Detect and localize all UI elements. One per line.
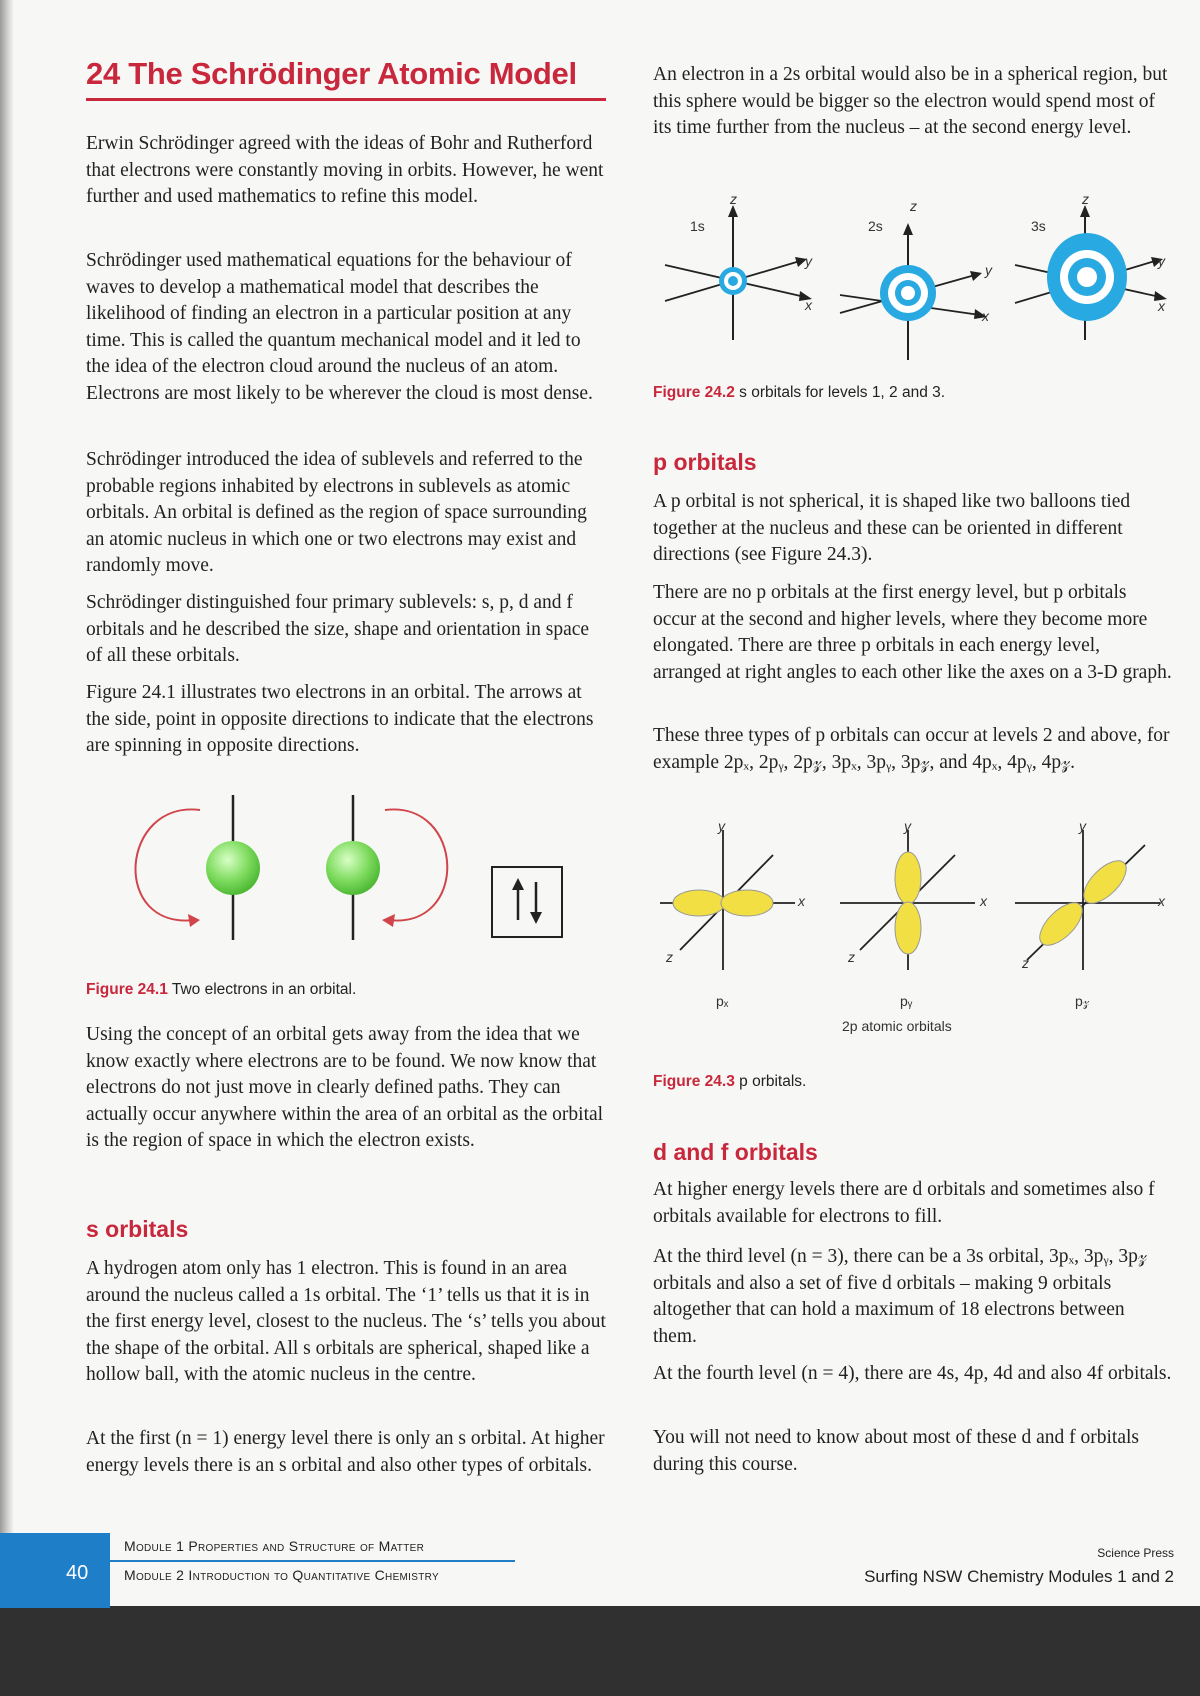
2s-z-axis-label: z bbox=[910, 198, 917, 214]
figure-24-3-caption bbox=[653, 1073, 806, 1091]
3s-y-axis-label: y bbox=[1158, 253, 1165, 269]
2s-x-axis-label: x bbox=[982, 308, 989, 324]
p-orbital-types-paragraph: These three types of p orbitals can occur at levels 2 and above, for example 2pₓ, 2pᵧ, 2p𝓏, 3pₓ, 3pᵧ, 3p𝓏, and 4pₓ, 4pᵧ, 4p𝓏. bbox=[653, 725, 1170, 773]
figure-24-2-text: s orbitals for levels 1, 2 and 3. bbox=[739, 384, 946, 401]
px-y-axis-label: y bbox=[718, 818, 725, 834]
spin-arrow-right bbox=[385, 809, 447, 920]
figure-intro-paragraph: Figure 24.1 illustrates two electrons in an orbital. The arrows at the side, point in opposite directions to indicate that the electrons are spinning in opposite directions. bbox=[86, 682, 594, 756]
2p-orbitals-caption: 2p atomic orbitals bbox=[842, 1018, 952, 1034]
px-z-axis-label: z bbox=[666, 949, 673, 965]
1s-x-axis-label: x bbox=[805, 297, 812, 313]
p-orbital-shape-paragraph: A p orbital is not spherical, it is shaped like two balloons tied together at the nucleus and these can be oriented in different directions (see Figure 24.3). bbox=[653, 491, 1131, 565]
p-orbitals-figure bbox=[655, 820, 1175, 990]
figure-24-2-caption bbox=[653, 384, 945, 402]
down-arrow-icon bbox=[530, 912, 542, 924]
1s-y-axis-label: y bbox=[805, 253, 812, 269]
2s-orbital-paragraph: An electron in a 2s orbital would also be in a spherical region, but this sphere would be bigger so the electron would spend most of its time further from the nucleus – at the second energy level. bbox=[653, 64, 1168, 138]
d-f-orbitals-heading: d and f orbitals bbox=[653, 1139, 818, 1165]
page-number: 40 bbox=[66, 1562, 89, 1584]
figure-24-3-number: Figure 24.3 bbox=[653, 1073, 735, 1090]
page-spine-shadow bbox=[0, 0, 14, 1696]
figure-24-2-number: Figure 24.2 bbox=[653, 384, 735, 401]
electron-spin-figure bbox=[120, 790, 570, 960]
pz-z-axis-label: z bbox=[1022, 955, 1029, 971]
publisher-name: Science Press bbox=[1097, 1546, 1174, 1560]
2s-label: 2s bbox=[868, 218, 883, 234]
pz-orbital-diagram bbox=[1015, 830, 1160, 970]
pz-y-axis-label: y bbox=[1079, 818, 1086, 834]
orbital-box bbox=[492, 867, 562, 937]
up-arrow-icon bbox=[512, 878, 524, 890]
title-underline bbox=[86, 98, 606, 101]
page-title: 24 The Schrödinger Atomic Model bbox=[86, 56, 577, 91]
1s-label: 1s bbox=[690, 218, 705, 234]
electron-1 bbox=[206, 841, 260, 895]
higher-energy-paragraph: At higher energy levels there are d orbitals and sometimes also f orbitals available for electrons to fill. bbox=[653, 1179, 1155, 1227]
py-label: pᵧ bbox=[900, 993, 913, 1009]
s-orbitals-heading: s orbitals bbox=[86, 1216, 189, 1242]
3s-z-axis-label: z bbox=[1082, 191, 1089, 207]
page-number-box bbox=[0, 1533, 110, 1608]
1s-orbital-diagram bbox=[665, 205, 812, 340]
px-x-axis-label: x bbox=[798, 893, 805, 909]
py-x-axis-label: x bbox=[980, 893, 987, 909]
sublevels-paragraph: Schrödinger distinguished four primary sublevels: s, p, d and f orbitals and he described the size, shape and orientation in space of all these orbitals. bbox=[86, 592, 590, 666]
2s-orbital-diagram bbox=[840, 223, 987, 360]
fourth-level-paragraph: At the fourth level (n = 4), there are 4s, 4p, 4d and also 4f orbitals. bbox=[653, 1363, 1172, 1384]
module-1-title: Module 1 Properties and Structure of Matter bbox=[124, 1538, 425, 1554]
first-level-paragraph: At the first (n = 1) energy level there is only an s orbital. At higher energy levels there is an s orbital and also other types of orbitals. bbox=[86, 1428, 605, 1476]
pz-label: p𝓏 bbox=[1075, 993, 1090, 1009]
orbital-definition-paragraph: Schrödinger introduced the idea of sublevels and referred to the probable regions inhabited by electrons in sublevels as atomic orbitals. An orbital is defined as the region of space surrounding an atomic nucleus in which one or two electrons may exist and randomly move. bbox=[86, 449, 587, 576]
py-y-axis-label: y bbox=[904, 818, 911, 834]
electron-2 bbox=[326, 841, 380, 895]
1s-z-axis-label: z bbox=[730, 191, 737, 207]
intro-paragraph: Erwin Schrödinger agreed with the ideas of Bohr and Rutherford that electrons were constantly moving in orbits. However, he went further and used mathematics to refine this model. bbox=[86, 133, 604, 207]
book-title: Surfing NSW Chemistry Modules 1 and 2 bbox=[864, 1567, 1174, 1586]
px-label: pₓ bbox=[716, 993, 729, 1009]
hydrogen-paragraph: A hydrogen atom only has 1 electron. This is found in an area around the nucleus called a 1s orbital. The ‘1’ tells us that it is in the first energy level, closest to the nucleus. The ‘s’ tells you about the shape of the orbital. All s orbitals are spherical, shaped like a hollow ball, with the atomic nucleus in the centre. bbox=[86, 1258, 606, 1385]
figure-24-3-text: p orbitals. bbox=[739, 1073, 807, 1090]
3s-x-axis-label: x bbox=[1158, 298, 1165, 314]
spin-arrow-left bbox=[135, 809, 200, 920]
module-2-title: Module 2 Introduction to Quantitative Chemistry bbox=[124, 1567, 439, 1583]
scan-bottom-band bbox=[0, 1606, 1200, 1696]
p-orbitals-heading: p orbitals bbox=[653, 449, 757, 475]
px-orbital-diagram bbox=[660, 830, 795, 970]
figure-24-1-number: Figure 24.1 bbox=[86, 981, 168, 998]
footer-rule bbox=[110, 1560, 515, 1562]
pz-x-axis-label: x bbox=[1158, 893, 1165, 909]
quantum-model-paragraph: Schrödinger used mathematical equations for the behaviour of waves to develop a mathematical model that describes the likelihood of finding an electron in a particular position at any time. This is called the quantum mechanical model and it led to the idea of the electron cloud around the nucleus of an atom. Electrons are most likely to be wherever the cloud is most dense. bbox=[86, 250, 593, 404]
orbital-concept-paragraph: Using the concept of an orbital gets away from the idea that we know exactly where electrons are to be found. We now know that electrons do not just move in clearly defined paths. They can actually occur anywhere within the area of an orbital as the orbital is the region of space in which the electron exists. bbox=[86, 1024, 604, 1151]
course-note-paragraph: You will not need to know about most of these d and f orbitals during this course. bbox=[653, 1427, 1140, 1475]
figure-24-1-text: Two electrons in an orbital. bbox=[171, 981, 357, 998]
2s-y-axis-label: y bbox=[985, 262, 992, 278]
p-orbital-levels-paragraph: There are no p orbitals at the first energy level, but p orbitals occur at the second and higher levels, where they become more elongated. There are three p orbitals in each energy level, arranged at right angles to each other like the axes on a 3-D graph. bbox=[653, 582, 1172, 683]
3s-label: 3s bbox=[1031, 218, 1046, 234]
py-z-axis-label: z bbox=[848, 949, 855, 965]
figure-24-1-caption bbox=[86, 981, 356, 999]
py-orbital-diagram bbox=[840, 830, 975, 970]
third-level-paragraph: At the third level (n = 3), there can be a 3s orbital, 3pₓ, 3pᵧ, 3p𝓏 orbitals and also a set of five d orbitals – making 9 orbitals altogether that can hold a maximum of 18 electrons between them. bbox=[653, 1246, 1147, 1347]
